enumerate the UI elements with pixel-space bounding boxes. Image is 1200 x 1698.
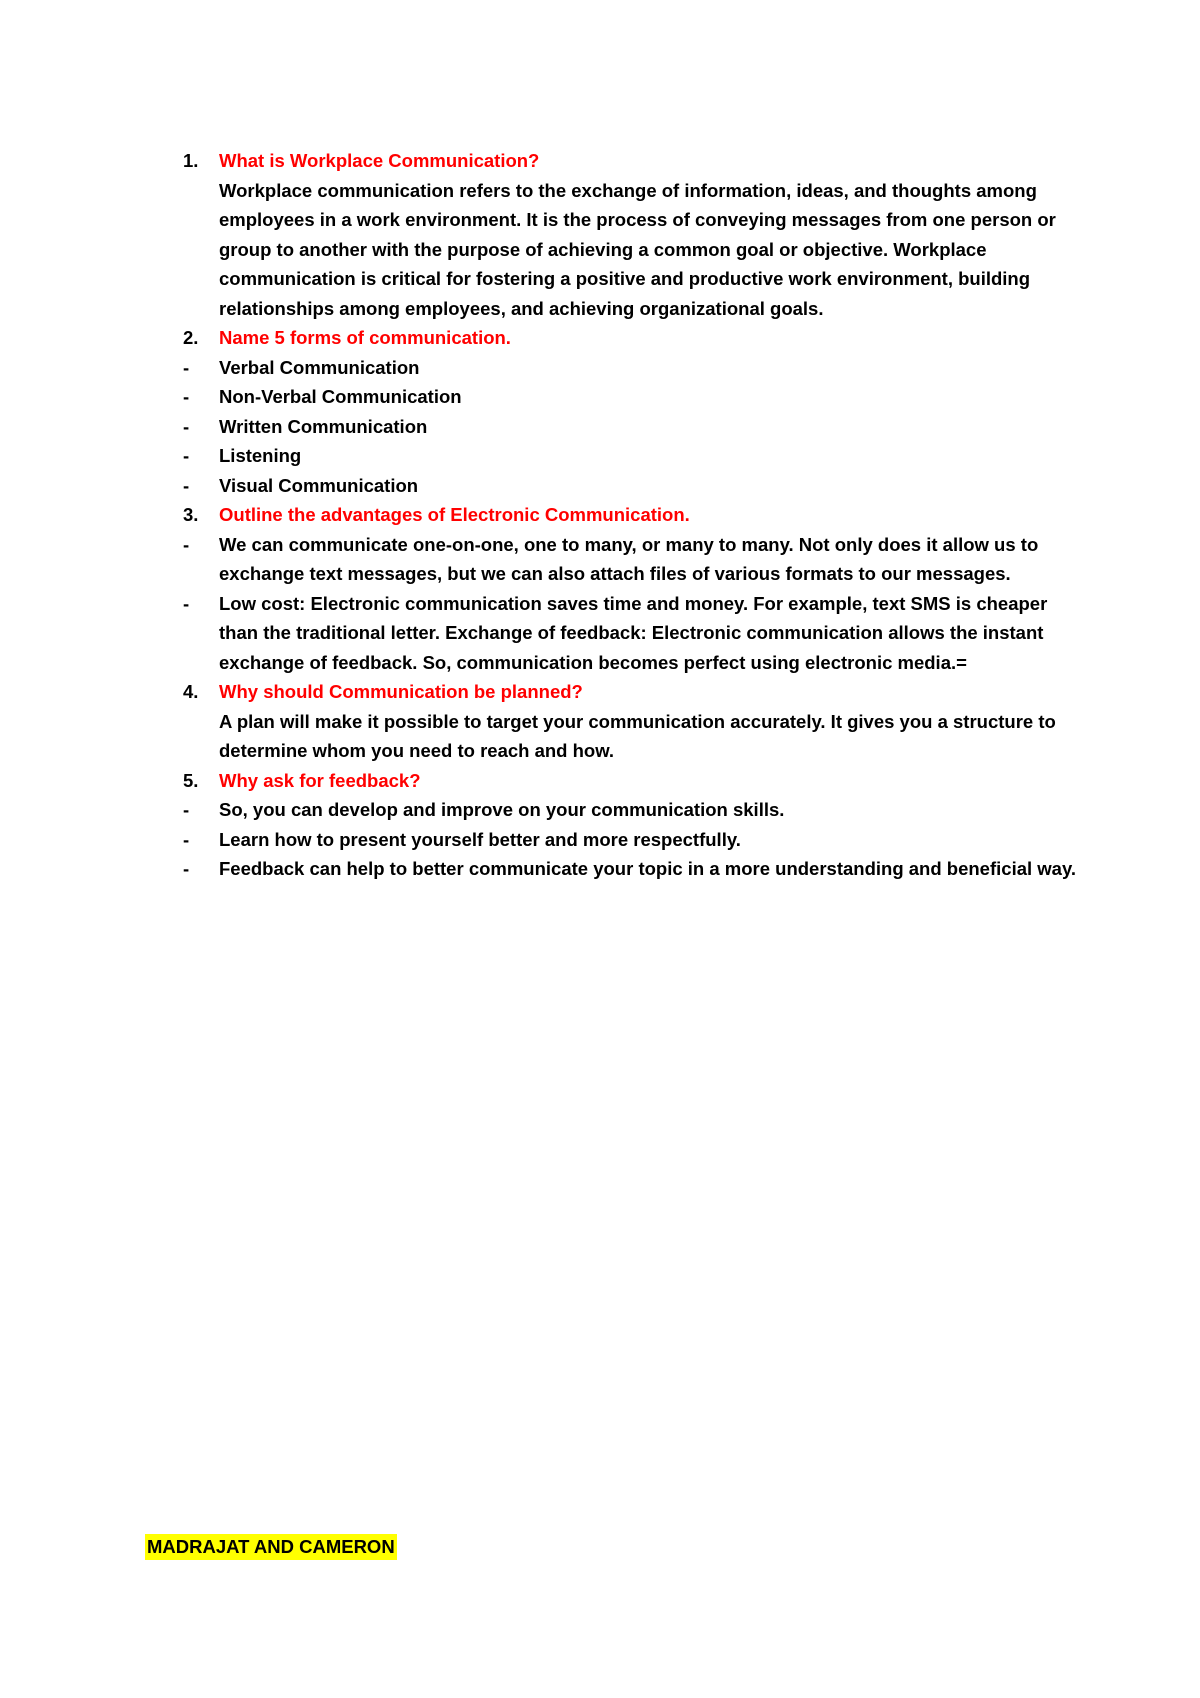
list-item [183,412,1083,442]
question-title: Name 5 forms of communication. [219,327,511,348]
answer-list [183,353,1083,501]
dash-marker: - [183,592,190,614]
list-item-text: Listening [219,445,302,466]
list-item-text: Non-Verbal Communication [219,386,462,407]
dash-marker: - [183,799,190,820]
document-content [183,146,1083,884]
question-title: What is Workplace Communication? [219,150,540,171]
list-item-text: Written Communication [219,415,428,437]
list-item [183,353,1083,383]
question-number: 2. [183,327,199,348]
dash-marker: - [183,356,190,378]
list-item-text: Feedback can help to better communicate your topic in a more understanding and beneficial way. [219,858,1077,879]
list-item-text: Visual Communication [219,474,419,496]
answer-paragraph: A plan will make it possible to target your communication accurately. It gives you a structure to determine whom you need to reach and how. [219,710,1056,761]
dash-marker: - [183,415,190,437]
list-item [183,795,1083,825]
list-item [183,825,1083,855]
answer-paragraph: Workplace communication refers to the exchange of information, ideas, and thoughts among employees in a work environment. It is the process of conveying messages from one person or group to another with the purpose of achieving a common goal or objective. Workplace communication is critical for fostering a positive and productive work environment, building relationships among employees, and achieving organizational goals. [219,179,1056,319]
question-title: Why ask for feedback? [219,769,421,791]
question-number: 3. [183,504,199,525]
dash-marker: - [183,828,190,850]
question-title: Outline the advantages of Electronic Communication. [219,504,690,525]
list-item-text: So, you can develop and improve on your communication skills. [219,799,785,820]
footer-authors: MADRAJAT AND CAMERON [145,1534,397,1560]
list-item [183,382,1083,412]
list-item [183,471,1083,501]
answer-list [183,795,1083,884]
question-4 [183,677,1083,766]
list-item-text: Learn how to present yourself better and more respectfully. [219,828,741,850]
dash-marker: - [183,445,190,466]
question-5 [183,766,1083,796]
question-title: Why should Communication be planned? [219,681,583,702]
list-item [183,441,1083,471]
dash-marker: - [183,533,190,555]
question-1 [183,146,1083,323]
list-item-text: We can communicate one-on-one, one to many, or many to many. Not only does it allow us to exchange text messages, but we can also attach files of various formats to our messages. [219,533,1039,584]
question-2 [183,323,1083,353]
question-number: 5. [183,769,199,791]
list-item-text: Low cost: Electronic communication saves time and money. For example, text SMS is cheaper than the traditional letter. Exchange of feedback: Electronic communication allows the instant exchange of feedback. So, communication becomes perfect using electronic media.= [219,592,1048,673]
question-number: 4. [183,681,199,702]
list-item [183,854,1083,884]
question-3 [183,500,1083,530]
list-item [183,530,1083,589]
dash-marker: - [183,386,190,407]
dash-marker: - [183,474,190,496]
list-item-text: Verbal Communication [219,356,420,378]
dash-marker: - [183,858,190,879]
answer-list [183,530,1083,678]
question-number: 1. [183,150,199,171]
list-item [183,589,1083,678]
